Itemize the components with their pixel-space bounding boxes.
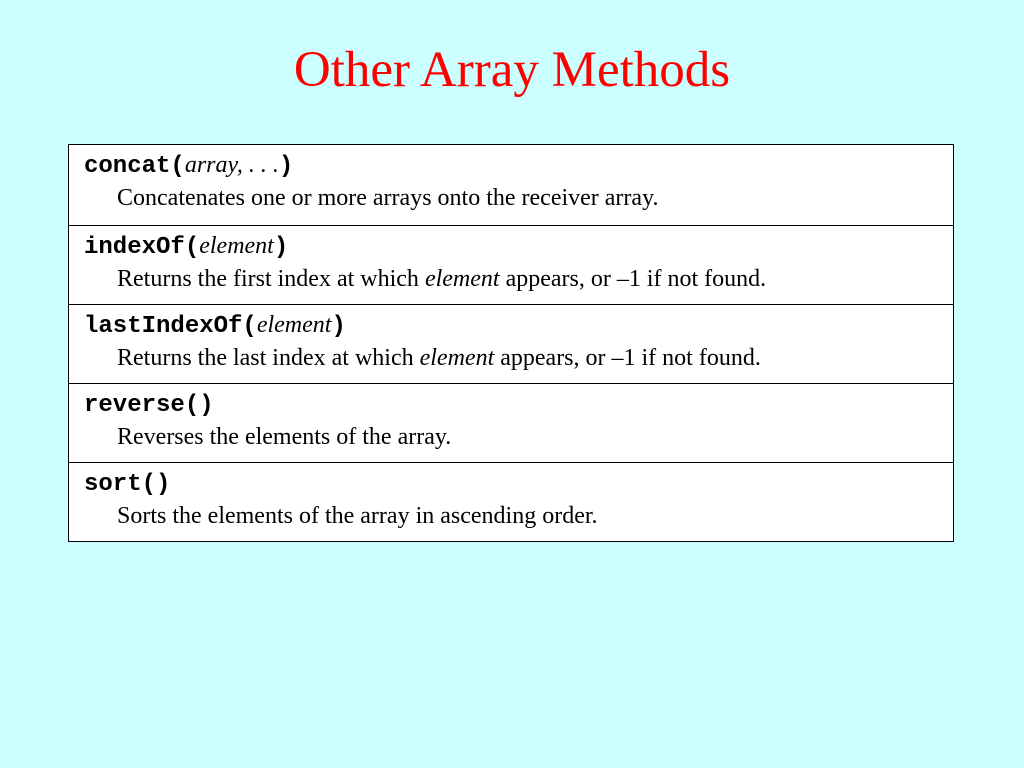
method-close-paren: ): [331, 313, 346, 340]
method-signature: [84, 468, 170, 500]
method-row-concat: [69, 145, 953, 225]
method-description: [117, 422, 451, 452]
method-signature: [84, 389, 214, 421]
description-emphasis: element: [419, 345, 495, 371]
method-signature: [84, 150, 293, 182]
method-description: [117, 183, 659, 213]
description-emphasis: element: [424, 266, 500, 292]
method-row-indexof: [69, 225, 953, 304]
description-text: Concatenates one or more arrays onto the receiver array.: [117, 185, 659, 211]
method-description: [117, 343, 761, 373]
method-description: [117, 501, 598, 531]
method-name: sort(): [84, 471, 171, 498]
method-param: element: [256, 312, 332, 338]
method-signature: [84, 231, 288, 263]
method-signature: [84, 310, 346, 342]
method-description: [117, 264, 766, 294]
method-name: lastIndexOf(: [84, 313, 257, 340]
description-text: Returns the last index at which: [117, 345, 420, 371]
description-text: Returns the first index at which: [117, 266, 425, 292]
method-param: array, . . .: [184, 152, 279, 178]
method-close-paren: ): [278, 153, 294, 180]
method-row-sort: [69, 462, 953, 541]
method-name: indexOf(: [84, 234, 200, 261]
slide-title: Other Array Methods: [293, 42, 731, 98]
description-text: Sorts the elements of the array in ascending order.: [117, 503, 598, 529]
method-name: reverse(): [84, 392, 214, 419]
method-name: concat(: [84, 153, 185, 180]
method-row-reverse: [69, 383, 953, 462]
method-row-lastindexof: [69, 304, 953, 383]
methods-table: [68, 144, 954, 542]
description-text: Reverses the elements of the array.: [117, 424, 452, 450]
description-text-end: appears, or –1 if not found.: [494, 345, 761, 371]
method-param: element: [199, 233, 274, 259]
description-text-end: appears, or –1 if not found.: [499, 266, 767, 292]
method-close-paren: ): [273, 234, 289, 261]
